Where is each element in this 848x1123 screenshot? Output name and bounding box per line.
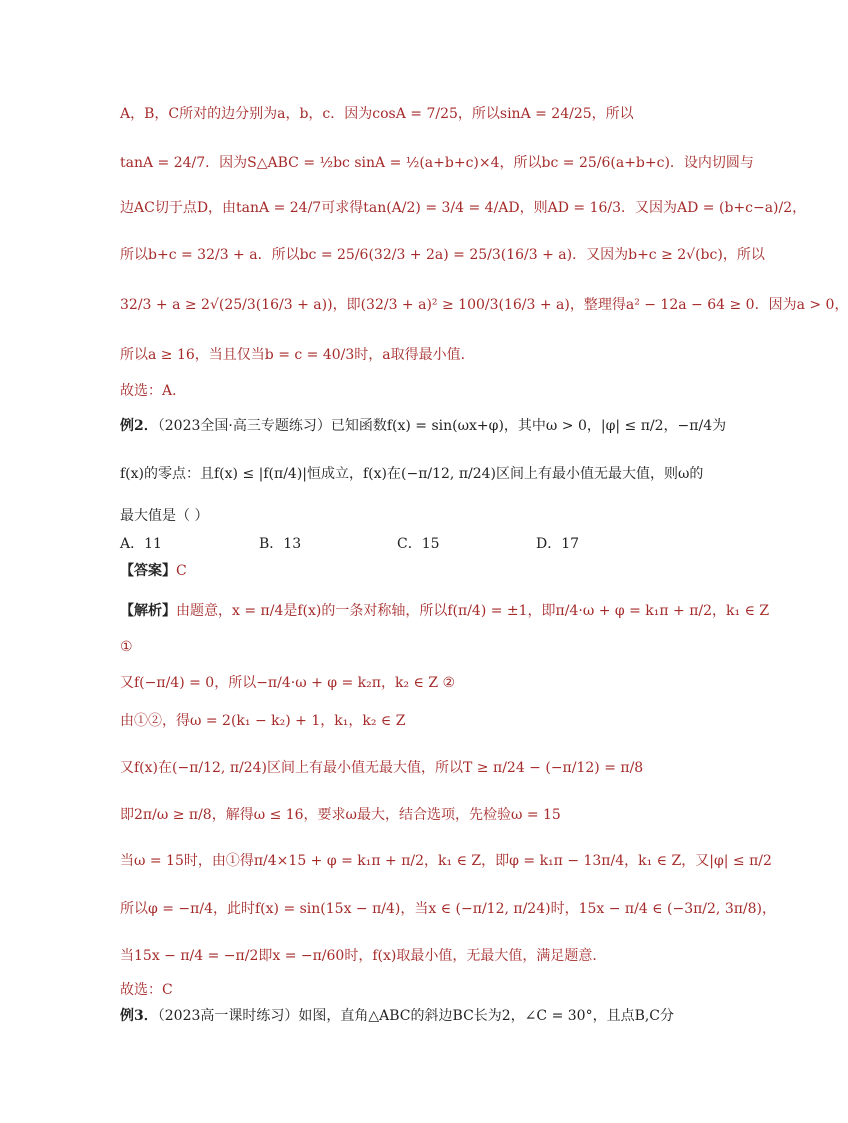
- option-a: A．11: [120, 536, 162, 552]
- option-d: D．17: [536, 536, 580, 552]
- solution-line-4: 所以b+c = 32/3 + a．所以bc = 25/6(32/3 + 2a) = 25/3(16/3 + a)．又因为b+c ≥ 2√(bc)，所以: [120, 247, 765, 263]
- solution-line-3: 边AC切于点D，由tanA = 24/7可求得tan(A/2) = 3/4 = 4/AD，则AD = 16/3．又因为AD = (b+c−a)/2，: [120, 200, 807, 216]
- example-2-line-3: 最大值是（ ）: [120, 508, 209, 524]
- example-2-line-2: f(x)的零点：且f(x) ≤ |f(π/4)|恒成立，f(x)在(−π/12, π/24)区间上有最小值无最大值，则ω的: [120, 466, 704, 482]
- analysis-line-8: 所以φ = −π/4，此时f(x) = sin(15x − π/4)，当x ∈ (−π/12, π/24)时，15x − π/4 ∈ (−3π/2, 3π/8)，: [120, 901, 777, 917]
- analysis-line-1: [120, 600, 770, 622]
- example-2-title: [120, 415, 727, 437]
- answer-value: C: [176, 563, 187, 579]
- answer-line: [120, 560, 680, 582]
- option-b: B．13: [259, 536, 302, 552]
- example-2-line-1: （2023全国·高三专题练习）已知函数f(x) = sin(ωx+φ)，其中ω > 0，|φ| ≤ π/2，−π/4为: [157, 418, 727, 434]
- solution-line-6: 所以a ≥ 16，当且仅当b = c = 40/3时，a取得最小值．: [120, 347, 475, 363]
- analysis-line-5: 又f(x)在(−π/12, π/24)区间上有最小值无最大值，所以T ≥ π/24 − (−π/12) = π/8: [120, 760, 644, 776]
- solution-line-1: A，B，C所对的边分别为a，b，c．因为cosA = 7/25，所以sinA = 24/25，所以: [120, 106, 634, 122]
- answer-label: 【答案】: [120, 563, 176, 579]
- example-3-label: 例3．: [120, 1008, 158, 1024]
- analysis-line-4: 由①②，得ω = 2(k₁ − k₂) + 1，k₁，k₂ ∈ Z: [120, 713, 406, 729]
- option-c: C．15: [397, 536, 440, 552]
- analysis-line-6: 即2π/ω ≥ π/8，解得ω ≤ 16，要求ω最大，结合选项，先检验ω = 15: [120, 807, 561, 823]
- analysis-label: 【解析】: [120, 603, 176, 619]
- example-2-label: 例2．: [120, 418, 158, 434]
- analysis-line-7: 当ω = 15时，由①得π/4×15 + φ = k₁π + π/2，k₁ ∈ Z，即φ = k₁π − 13π/4，k₁ ∈ Z，又|φ| ≤ π/2: [120, 853, 772, 869]
- solution-line-5: 32/3 + a ≥ 2√(25/3(16/3 + a))，即(32/3 + a)² ≥ 100/3(16/3 + a)，整理得a² − 12a − 64 ≥ 0．因为a > 0，: [120, 297, 848, 313]
- analysis-text-1: 由题意，x = π/4是f(x)的一条对称轴，所以f(π/4) = ±1，即π/4·ω + φ = k₁π + π/2，k₁ ∈ Z: [176, 603, 770, 619]
- example-3-line: [120, 1005, 680, 1027]
- example-3-text: （2023高一课时练习）如图，直角△ABC的斜边BC长为2，∠C = 30°，且点B,C分: [157, 1008, 675, 1024]
- analysis-line-3: 又f(−π/4) = 0，所以−π/4·ω + φ = k₂π，k₂ ∈ Z ②: [120, 675, 456, 691]
- answer-choice-2: 故选：C: [120, 982, 173, 998]
- solution-line-2: tanA = 24/7．因为S△ABC = ½bc sinA = ½(a+b+c)×4，所以bc = 25/6(a+b+c)．设内切圆与: [120, 155, 754, 171]
- analysis-line-2: ①: [120, 639, 133, 655]
- analysis-line-9: 当15x − π/4 = −π/2即x = −π/60时，f(x)取最小值，无最大值，满足题意．: [120, 948, 607, 964]
- answer-choice-1: 故选：A．: [120, 383, 187, 399]
